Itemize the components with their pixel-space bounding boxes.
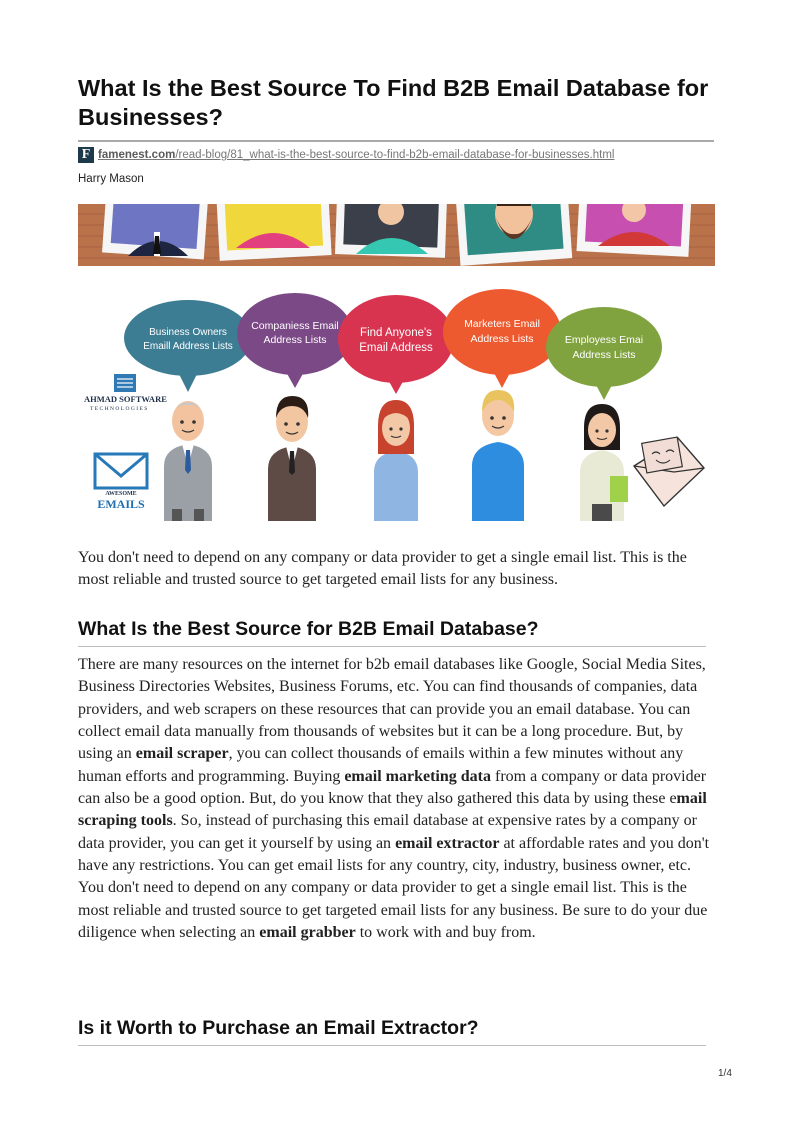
keyword-email-scraping-tools: mail scraping tools	[78, 790, 707, 830]
source-line	[78, 146, 614, 164]
bubble-3-line-2: Email Address	[359, 342, 433, 354]
bubble-marketers	[443, 289, 561, 388]
bubble-5-line-1: Employess Emai	[564, 334, 644, 346]
person-woman-red-hair	[374, 400, 418, 521]
bubble-4-line-1: Marketers Email	[464, 318, 540, 330]
title-divider	[78, 140, 714, 142]
person-business-owner	[164, 401, 212, 521]
bubble-5-line-2: Address Lists	[572, 349, 636, 361]
bubble-1-line-1: Business Owners	[149, 327, 227, 338]
logo-awesome-line-1: AWESOME	[105, 491, 137, 497]
logo-ahmad-line-1: AHMAD SOFTWARE	[84, 394, 167, 404]
site-favicon-icon: F	[78, 147, 94, 163]
keyword-email-scraper: email scraper	[135, 745, 229, 763]
bubble-2-line-1: Companiess Email	[251, 320, 339, 332]
bubble-find-anyone	[338, 295, 454, 394]
keyword-email-marketing-data: email marketing data	[344, 767, 491, 785]
article-title: What Is the Best Source To Find B2B Email Database for Businesses?	[78, 75, 709, 130]
person-employee	[580, 404, 628, 521]
page-number: 1/4	[718, 1068, 732, 1079]
bubble-3-line-1: Find Anyone's	[360, 327, 432, 339]
logo-awesome-line-2: EMAILS	[97, 497, 145, 511]
bubble-employees	[546, 307, 662, 400]
envelope-icon	[634, 437, 704, 506]
source-link[interactable]: famenest.com/read-blog/81_what-is-the-best-source-to-find-b2b-email-database-for-businesses.html	[98, 149, 615, 161]
bubble-2-line-2: Address Lists	[263, 334, 327, 346]
section-paragraph-best-source: There are many resources on the internet for b2b email databases like Google, Social Media Sites, Business Directories Websites, Business Forums, etc. You can find thousands of companies, data providers, and web scrapers on these resources that can provide you an email database. You can collect email data manually from thousands of websites but it can be a long procedure. But, by using an email scraper, you can collect thousands of emails within a few minutes without any human efforts and programming. Buying email marketing data from a company or data provider can also be a good option. But, do you know that they also gathered this data by using these email scraping tools. So, instead of purchasing this email database at expensive rates by a company or data provider, you can get it yourself by using an email extractor at affordable rates and you don't have any restrictions. You can get email lists for any country, city, industry, business owner, etc. You don't need to depend on any company or data provider to get a single email list. This is the most reliable and trusted source to get targeted email lists for any business. Be sure to do your due diligence when selecting an email grabber to work with and buy from.	[78, 656, 710, 942]
bubble-1-line-2: Emaill Address Lists	[143, 341, 233, 352]
bubble-companies	[237, 293, 353, 388]
intro-paragraph: You don't need to depend on any company or data provider to get a single email list. This is the most reliable and trusted source to get targeted email lists for any business.	[78, 549, 687, 589]
person-marketer	[472, 390, 524, 521]
person-company-man	[268, 396, 316, 521]
author-name: Harry Mason	[78, 173, 144, 185]
keyword-email-grabber: email grabber	[259, 924, 356, 942]
photo-wall-illustration	[78, 204, 715, 266]
section-heading-best-source: What Is the Best Source for B2B Email Database?	[78, 617, 706, 647]
ahmad-software-logo	[84, 374, 167, 412]
bubble-4-line-2: Address Lists	[470, 333, 534, 345]
keyword-email-extractor: email extractor	[395, 834, 500, 852]
hero-image	[78, 204, 715, 521]
bubble-business-owners	[124, 300, 252, 392]
section-heading-worth-purchase: Is it Worth to Purchase an Email Extractor?	[78, 1016, 706, 1046]
awesome-emails-logo	[95, 454, 147, 511]
logo-ahmad-line-2: TECHNOLOGIES	[90, 406, 149, 412]
